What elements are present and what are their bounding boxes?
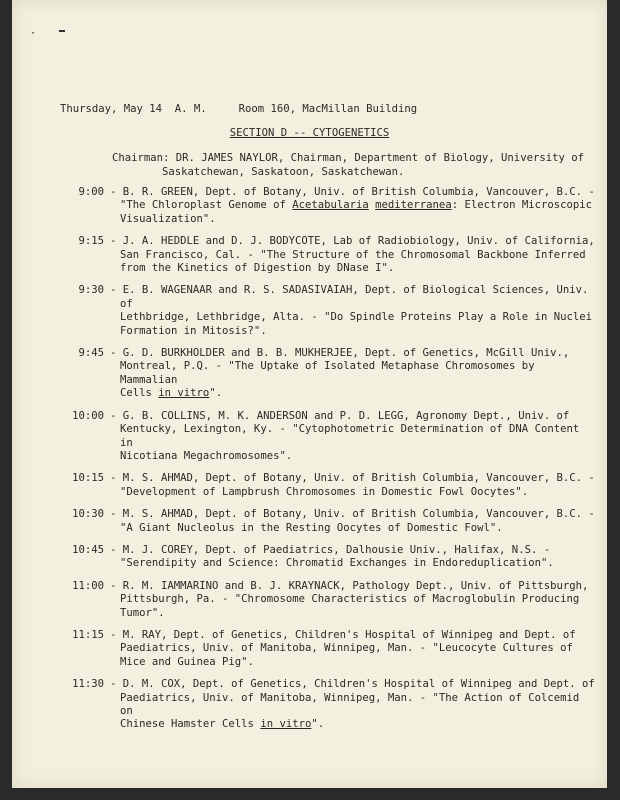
entry-text: - M. S. AHMAD, Dept. of Botany, Univ. of British Columbia, Vancouver, B.C. - "A Giant Nucleolus in the Resting Oocytes of Domestic Fowl".	[110, 508, 595, 534]
page-dash-mark	[59, 30, 65, 32]
entry-time: 10:00	[72, 409, 104, 422]
session-header	[60, 103, 417, 115]
entry-time: 11:15	[72, 628, 104, 641]
entry-text: - R. M. IAMMARINO and B. J. KRAYNACK, Pathology Dept., Univ. of Pittsburgh, Pittsburgh, Pa. - "Chromosome Characteristics of Macroglobulin Producing Tumor".	[110, 579, 589, 619]
entry-time: 10:45	[72, 543, 104, 556]
schedule-list	[60, 186, 595, 741]
schedule-entry	[60, 678, 595, 732]
schedule-entry	[60, 347, 595, 401]
session-room: Room 160, MacMillan Building	[238, 103, 418, 115]
schedule-entry	[60, 544, 595, 571]
entry-text: - M. RAY, Dept. of Genetics, Children's Hospital of Winnipeg and Dept. of Paediatrics, Univ. of Manitoba, Winnipeg, Man. - "Leucocyte Cultures of Mice and Guinea Pig".	[110, 628, 576, 668]
entry-time: 10:15	[72, 472, 104, 485]
chairman-line-2: Saskatchewan, Saskatoon, Saskatchewan.	[162, 165, 405, 178]
page-speck: ·	[30, 28, 37, 39]
chairman-block	[112, 152, 584, 179]
entry-time: 9:15	[78, 235, 104, 248]
entry-time: 11:30	[72, 678, 104, 691]
section-title: SECTION D -- CYTOGENETICS	[229, 127, 390, 139]
schedule-entry	[60, 580, 595, 620]
entry-time: 11:00	[72, 579, 104, 592]
entry-text: - B. R. GREEN, Dept. of Botany, Univ. of British Columbia, Vancouver, B.C. - "The Chloroplast Genome of Acetabularia mediterranea: Electron Microscopic Visualization".	[110, 186, 595, 225]
document-page	[12, 0, 607, 788]
chairman-line-1: Chairman: DR. JAMES NAYLOR, Chairman, Department of Biology, University of	[112, 152, 584, 164]
entry-text: - J. A. HEDDLE and D. J. BODYCOTE, Lab of Radiobiology, Univ. of California, San Francisco, Cal. - "The Structure of the Chromosomal Backbone Inferred from the Kinetics of Digestion by DNase I".	[110, 235, 595, 275]
entry-text: - G. B. COLLINS, M. K. ANDERSON and P. D. LEGG, Agronomy Dept., Univ. of Kentucky, Lexington, Ky. - "Cytophotometric Determination of DNA Content in Nicotiana Megachromosomes".	[110, 409, 580, 462]
schedule-entry	[60, 186, 595, 226]
schedule-entry	[60, 410, 595, 464]
schedule-entry	[60, 629, 595, 669]
schedule-entry	[60, 472, 595, 499]
entry-text: - G. D. BURKHOLDER and B. B. MUKHERJEE, Dept. of Genetics, McGill Univ., Montreal, P.Q. - "The Uptake of Isolated Metaphase Chromosomes by Mammalian Cells in vitro".	[110, 347, 570, 400]
entry-text: - E. B. WAGENAAR and R. S. SADASIVAIAH, Dept. of Biological Sciences, Univ. of Lethbridge, Lethbridge, Alta. - "Do Spindle Proteins Play a Role in Nuclei Formation in Mitosis?".	[110, 284, 592, 337]
entry-text: - D. M. COX, Dept. of Genetics, Children's Hospital of Winnipeg and Dept. of Paediatrics, Univ. of Manitoba, Winnipeg, Man. - "The Action of Colcemid on Chinese Hamster Cells in vitro".	[110, 678, 595, 731]
schedule-entry	[60, 508, 595, 535]
schedule-entry	[60, 235, 595, 275]
entry-time: 10:30	[72, 508, 104, 521]
entry-time: 9:45	[78, 347, 104, 360]
entry-text: - M. J. COREY, Dept. of Paediatrics, Dalhousie Univ., Halifax, N.S. - "Serendipity and Science: Chromatid Exchanges in Endoreduplication".	[110, 543, 554, 570]
entry-time: 9:30	[78, 284, 104, 297]
schedule-entry	[60, 284, 595, 338]
session-day: Thursday, May 14 A. M.	[60, 103, 207, 115]
entry-time: 9:00	[78, 186, 104, 198]
entry-text: - M. S. AHMAD, Dept. of Botany, Univ. of British Columbia, Vancouver, B.C. - "Development of Lampbrush Chromosomes in Domestic Fowl Oocytes".	[110, 472, 595, 498]
